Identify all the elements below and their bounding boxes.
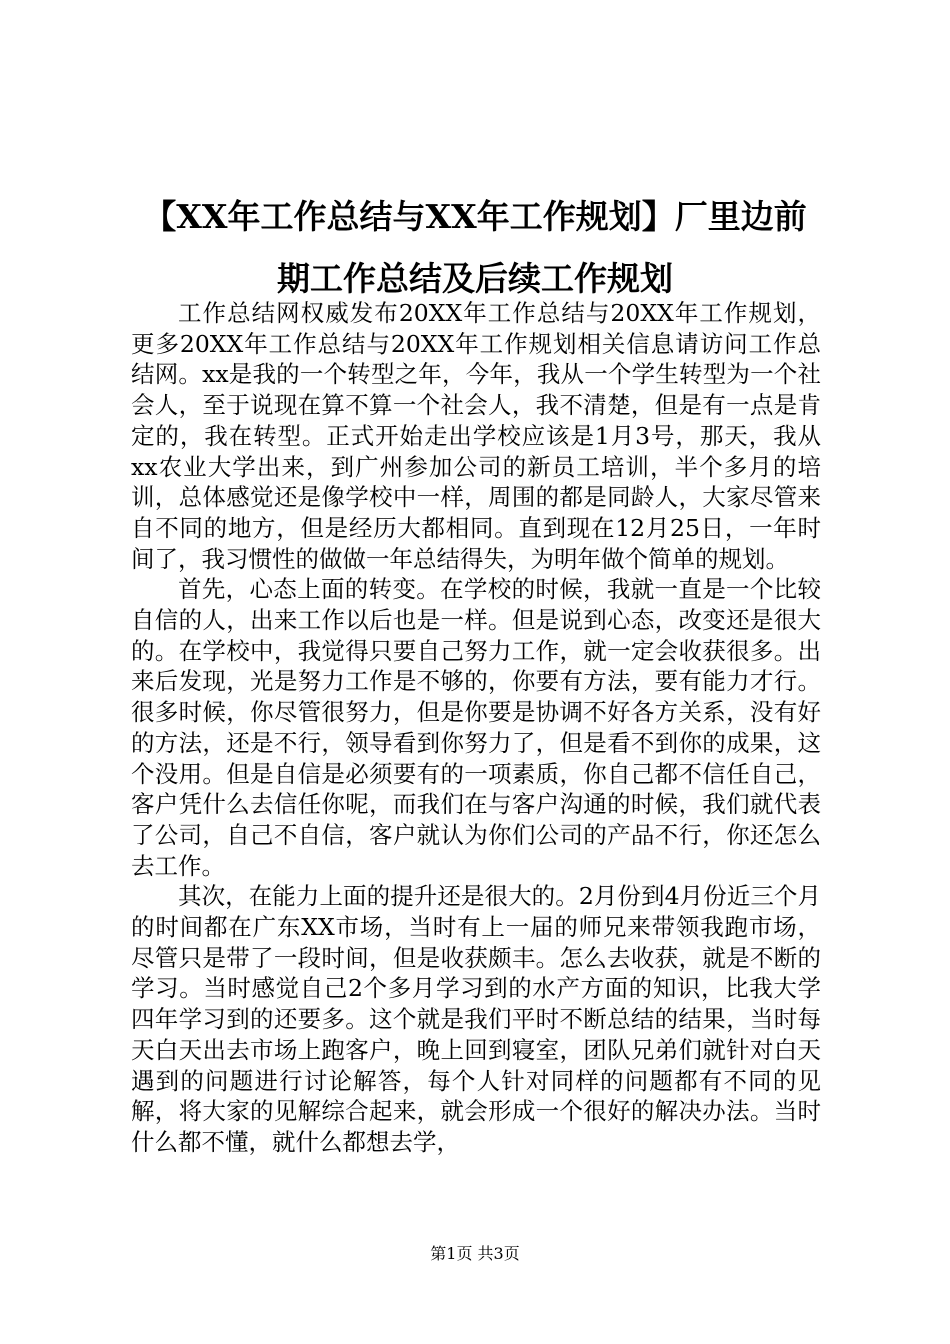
paragraph-2: 首先，心态上面的转变。在学校的时候，我就一直是一个比较自信的人，出来工作以后也是一样。但是说到心态，改变还是很大的。在学校中，我觉得只要自己努力工作，就一定会收获很多。出来后发现，光是努力工作是不够的，你要有方法，要有能力才行。很多时候，你尽管很努力，但是你要是协调不好各方关系，没有好的方法，还是不行，领导看到你努力了，但是看不到你的成果，这个没用。但是自信是必须要有的一项素质，你自己都不信任自己，客户凭什么去信任你呢，而我们在与客户沟通的时候，我们就代表了公司，自己不自信，客户就认为你们公司的产品不行，你还怎么去工作。 [131, 575, 821, 880]
page-footer: 第1页 共3页 [430, 1244, 520, 1263]
title-line-1: 【XX年工作总结与XX年工作规划】厂里边前 [143, 197, 807, 236]
paragraph-3: 其次，在能力上面的提升还是很大的。2月份到4月份近三个月的时间都在广东XX市场，当时有上一届的师兄来带领我跑市场，尽管只是带了一段时间，但是收获颇丰。怎么去收获，就是不断的学习。当时感觉自己2个多月学习到的水产方面的知识，比我大学四年学习到的还要多。这个就是我们平时不断总结的结果，当时每天白天出去市场上跑客户，晚上回到寝室，团队兄弟们就针对白天遇到的问题进行讨论解答，每个人针对同样的问题都有不同的见解，将大家的见解综合起来，就会形成一个很好的解决办法。当时什么都不懂，就什么都想去学， [131, 882, 821, 1156]
title-line-2: 期工作总结及后续工作规划 [277, 259, 673, 298]
paragraph-1: 工作总结网权威发布20XX年工作总结与20XX年工作规划，更多20XX年工作总结与20XX年工作规划相关信息请访问工作总结网。xx是我的一个转型之年，今年，我从一个学生转型为一个社会人，至于说现在算不算一个社会人，我不清楚，但是有一点是肯定的，我在转型。正式开始走出学校应该是1月3号，那天，我从xx农业大学出来，到广州参加公司的新员工培训，半个多月的培训，总体感觉还是像学校中一样，周围的都是同龄人，大家尽管来自不同的地方，但是经历大都相同。直到现在12月25日，一年时间了，我习惯性的做做一年总结得失，为明年做个简单的规划。 [131, 299, 821, 573]
document-body [131, 298, 821, 1158]
document-title [118, 186, 832, 310]
